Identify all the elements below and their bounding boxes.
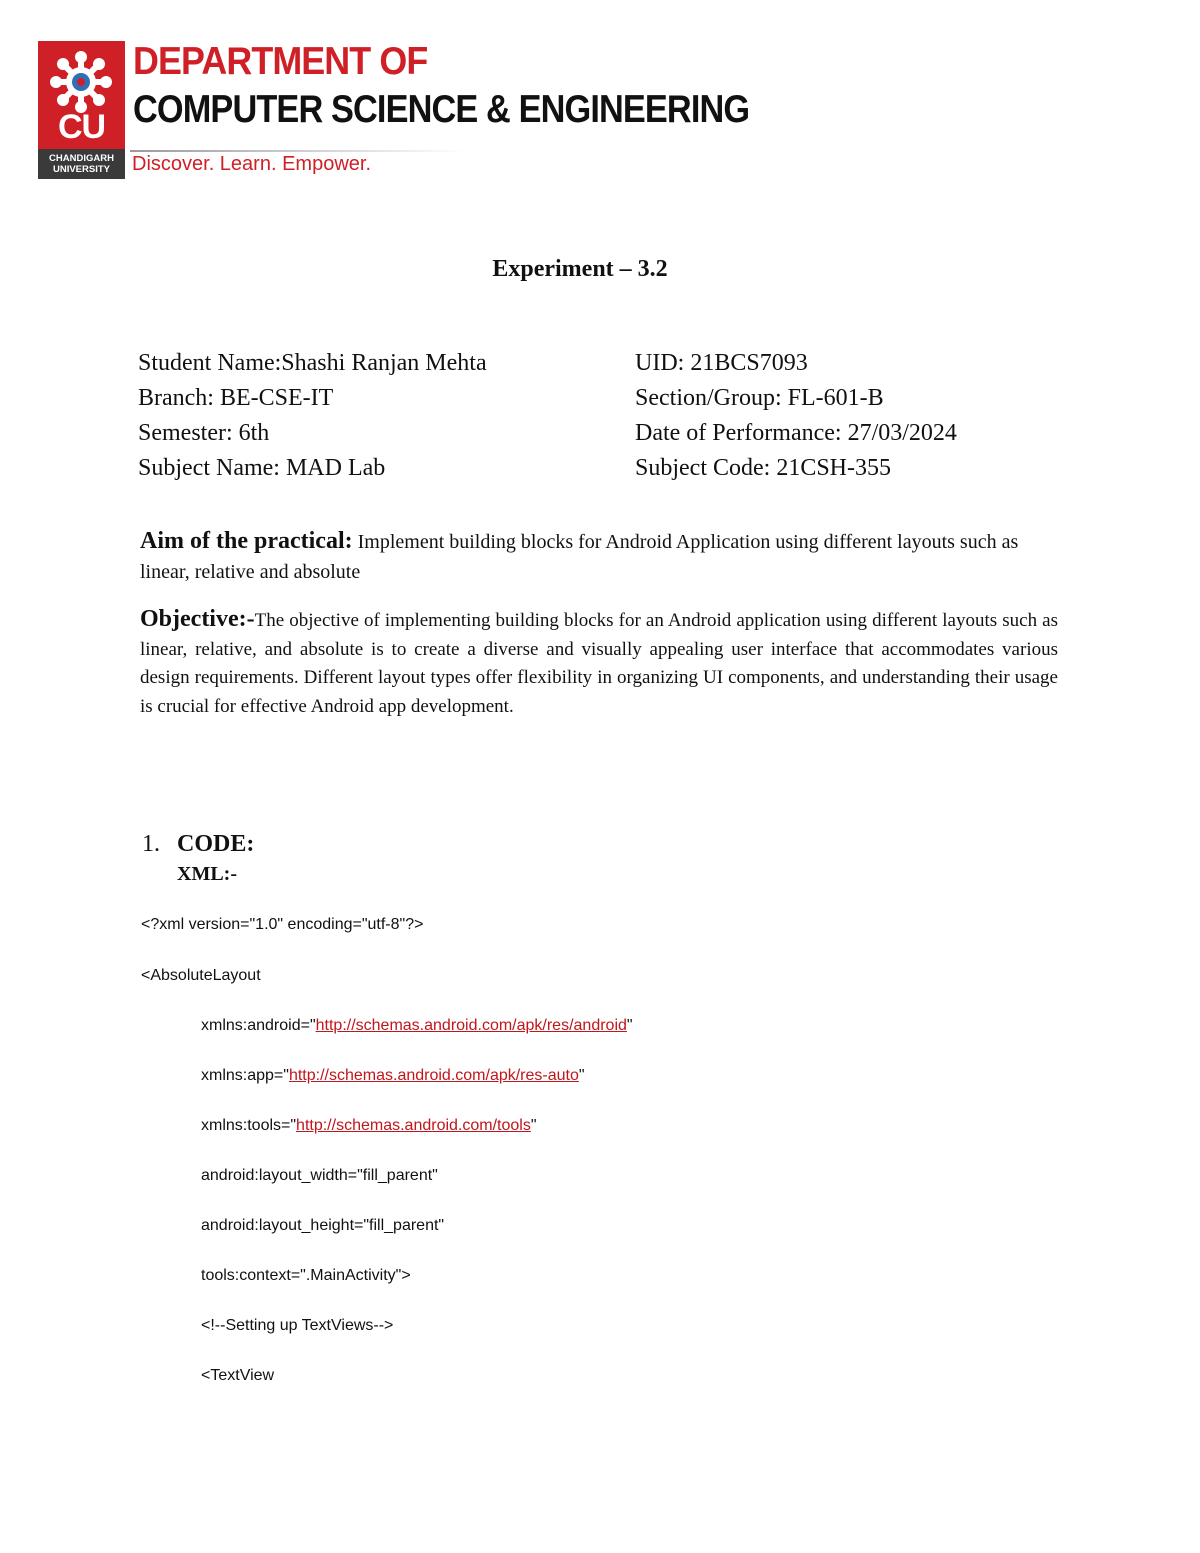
department-heading-line2: COMPUTER SCIENCE & ENGINEERING — [133, 88, 750, 131]
aim-paragraph — [140, 526, 1040, 587]
objective-label: Objective:- — [140, 606, 255, 632]
code-quote: " — [626, 1017, 633, 1034]
code-line-textview: <TextView — [201, 1367, 275, 1384]
logo-university-text — [38, 153, 125, 175]
code-ns-tools-prefix: xmlns:tools=" — [201, 1117, 297, 1134]
branch: Branch: BE-CSE-IT — [138, 385, 334, 411]
code-line-xml-declaration: <?xml version="1.0" encoding="utf-8"?> — [141, 916, 424, 933]
link-android-schema[interactable]: http://schemas.android.com/apk/res/android — [315, 1017, 627, 1034]
semester: Semester: 6th — [138, 420, 270, 446]
objective-paragraph — [140, 605, 1058, 721]
aim-label: Aim of the practical: — [140, 528, 353, 554]
header-divider — [130, 150, 465, 152]
logo-university-line2: UNIVERSITY — [52, 164, 110, 175]
university-logo — [38, 41, 125, 179]
link-tools-schema[interactable]: http://schemas.android.com/tools — [296, 1117, 531, 1134]
subject-name: Subject Name: MAD Lab — [138, 455, 386, 481]
code-line-comment: <!--Setting up TextViews--> — [201, 1317, 394, 1334]
uid: UID: 21BCS7093 — [635, 350, 808, 376]
code-ns-android-prefix: xmlns:android=" — [201, 1017, 316, 1034]
code-line-tools-context: tools:context=".MainActivity"> — [201, 1267, 411, 1284]
date-of-performance: Date of Performance: 27/03/2024 — [635, 420, 957, 446]
code-line-layout-height: android:layout_height="fill_parent" — [201, 1217, 445, 1234]
objective-text: The objective of implementing building blocks for an Android application using different layouts such as linear, relative, and absolute is to create a diverse and visually appealing user interface that accommodates various design requirements. Different layout types offer flexibility in organizing UI components, and understanding their usage is crucial for effective Android app development. — [140, 610, 1058, 717]
code-line-absolutelayout: <AbsoluteLayout — [141, 967, 261, 984]
code-line-ns-android — [201, 1017, 633, 1035]
section-subtitle: XML:- — [177, 863, 237, 885]
department-heading-line1: DEPARTMENT OF — [133, 40, 428, 83]
code-line-ns-app — [201, 1067, 585, 1085]
code-ns-app-prefix: xmlns:app=" — [201, 1067, 289, 1084]
subject-code: Subject Code: 21CSH-355 — [635, 455, 891, 481]
section-group: Section/Group: FL-601-B — [635, 385, 884, 411]
code-line-ns-tools — [201, 1117, 537, 1135]
section-number: 1. — [142, 831, 160, 857]
code-quote: " — [530, 1117, 537, 1134]
logo-university-line1: CHANDIGARH — [49, 153, 114, 164]
tagline: Discover. Learn. Empower. — [132, 153, 371, 175]
link-app-schema[interactable]: http://schemas.android.com/apk/res-auto — [288, 1067, 579, 1084]
experiment-title: Experiment – 3.2 — [492, 256, 668, 282]
section-title: CODE: — [177, 831, 255, 857]
code-line-layout-width: android:layout_width="fill_parent" — [201, 1167, 438, 1184]
code-quote: " — [578, 1067, 585, 1084]
student-name: Student Name:Shashi Ranjan Mehta — [138, 350, 487, 376]
logo-cu-text: CU — [57, 108, 106, 146]
aim-text: Implement building blocks for Android Application using different layouts such as linear, relative and absolute — [140, 531, 1019, 583]
